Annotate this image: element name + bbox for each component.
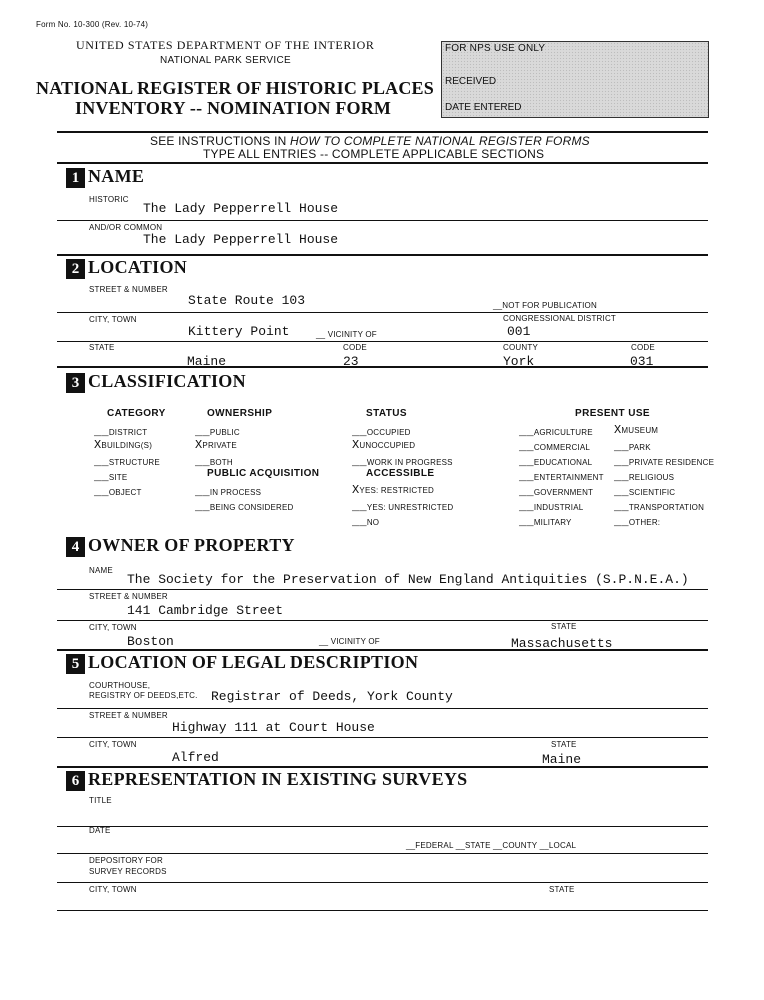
legal-city-value: Alfred: [172, 750, 219, 765]
acquisition-in-process: __IN PROCESS: [195, 485, 262, 499]
department-name: UNITED STATES DEPARTMENT OF THE INTERIOR: [76, 38, 375, 52]
divider: [57, 882, 708, 883]
section-number-4: 4: [66, 537, 85, 557]
common-name-value: The Lady Pepperrell House: [143, 232, 339, 247]
section-number-6: 6: [66, 771, 85, 791]
instructions-prefix: SEE INSTRUCTIONS IN: [150, 134, 291, 148]
divider: [57, 708, 708, 709]
depository-label-line2: SURVEY RECORDS: [89, 867, 167, 876]
section-title-owner: OWNER OF PROPERTY: [88, 535, 295, 555]
owner-vicinity-option: __ VICINITY OF: [319, 637, 380, 646]
use-entertainment: __ENTERTAINMENT: [519, 470, 604, 484]
use-museum: XMUSEUM: [614, 423, 659, 437]
section-number-5: 5: [66, 654, 85, 674]
street-number-label: STREET & NUMBER: [89, 285, 168, 294]
historic-label: HISTORIC: [89, 195, 129, 204]
legal-state-label: STATE: [551, 740, 577, 749]
acquisition-being-considered: __BEING CONSIDERED: [195, 500, 294, 514]
section-number-2: 2: [66, 259, 85, 279]
use-educational: __EDUCATIONAL: [519, 455, 593, 469]
ownership-both: __BOTH: [195, 455, 233, 469]
divider: [57, 220, 708, 221]
status-work-in-progress: __WORK IN PROGRESS: [352, 455, 453, 469]
divider: [57, 254, 708, 256]
divider: [57, 853, 708, 854]
public-acquisition-heading: PUBLIC ACQUISITION: [207, 468, 320, 479]
use-military: __MILITARY: [519, 515, 572, 529]
section-title-classification: CLASSIFICATION: [88, 371, 246, 391]
nps-use-label: FOR NPS USE ONLY: [445, 43, 546, 54]
use-transportation: __TRANSPORTATION: [614, 500, 705, 514]
congressional-district-label: CONGRESSIONAL DISTRICT: [503, 314, 617, 323]
category-site: __SITE: [94, 470, 128, 484]
accessible-yes-restricted: XYES: RESTRICTED: [352, 483, 434, 497]
owner-state-label: STATE: [551, 622, 577, 631]
accessible-heading: ACCESSIBLE: [366, 468, 435, 479]
section-title-legal-description: LOCATION OF LEGAL DESCRIPTION: [88, 652, 419, 672]
section-number-1: 1: [66, 168, 85, 188]
owner-name-value: The Society for the Preservation of New England Antiquities (S.P.N.E.A.): [127, 572, 689, 587]
vicinity-option: __ VICINITY OF: [316, 330, 377, 339]
common-name-label: AND/OR COMMON: [89, 223, 163, 232]
county-label: COUNTY: [503, 343, 538, 352]
state-code-label: CODE: [343, 343, 367, 352]
section-title-location: LOCATION: [88, 257, 188, 277]
owner-street-label: STREET & NUMBER: [89, 592, 168, 601]
survey-date-label: DATE: [89, 826, 111, 835]
category-heading: CATEGORY: [107, 408, 166, 419]
form-title-line2: INVENTORY -- NOMINATION FORM: [75, 98, 392, 118]
use-agriculture: __AGRICULTURE: [519, 425, 593, 439]
accessible-yes-unrestricted: __YES: UNRESTRICTED: [352, 500, 454, 514]
form-title-line1: NATIONAL REGISTER OF HISTORIC PLACES: [36, 78, 434, 98]
owner-street-value: 141 Cambridge Street: [127, 603, 284, 618]
historic-name-value: The Lady Pepperrell House: [143, 201, 339, 216]
survey-title-label: TITLE: [89, 796, 112, 805]
registry-label: REGISTRY OF DEEDS,ETC.: [89, 691, 198, 700]
depository-label-line1: DEPOSITORY FOR: [89, 856, 163, 865]
divider: [57, 162, 708, 164]
legal-street-label: STREET & NUMBER: [89, 711, 168, 720]
street-value: State Route 103: [188, 293, 306, 308]
category-buildings: XBUILDING(S): [94, 438, 153, 452]
state-label: STATE: [89, 343, 115, 352]
divider: [57, 131, 708, 133]
use-park: __PARK: [614, 440, 651, 454]
owner-city-value: Boston: [127, 634, 174, 649]
owner-city-label: CITY, TOWN: [89, 623, 137, 632]
instructions-title: HOW TO COMPLETE NATIONAL REGISTER FORMS: [290, 134, 590, 148]
use-scientific: __SCIENTIFIC: [614, 485, 676, 499]
present-use-heading: PRESENT USE: [575, 408, 650, 419]
county-value: York: [503, 354, 535, 365]
divider: [57, 737, 708, 738]
state-county-values: [57, 352, 708, 365]
nps-date-entered-label: DATE ENTERED: [445, 102, 522, 113]
survey-state-label: STATE: [549, 885, 575, 894]
use-industrial: __INDUSTRIAL: [519, 500, 584, 514]
section-number-3: 3: [66, 373, 85, 393]
ownership-heading: OWNERSHIP: [207, 408, 273, 419]
legal-state-value: Maine: [542, 752, 582, 767]
owner-name-label: NAME: [89, 566, 113, 575]
use-religious: __RELIGIOUS: [614, 470, 675, 484]
instructions-line2: TYPE ALL ENTRIES -- COMPLETE APPLICABLE SECTIONS: [203, 147, 545, 161]
divider: [57, 620, 708, 621]
city-value: Kittery Point: [188, 324, 290, 339]
use-private-residence: __PRIVATE RESIDENCE: [614, 455, 715, 469]
courthouse-value: Registrar of Deeds, York County: [211, 689, 453, 704]
divider: [57, 910, 708, 911]
divider: [57, 826, 708, 827]
status-unoccupied: XUNOCCUPIED: [352, 438, 416, 452]
not-for-publication-option: __NOT FOR PUBLICATION: [493, 301, 597, 310]
category-structure: __STRUCTURE: [94, 455, 160, 469]
accessible-no: __NO: [352, 515, 380, 529]
form-number: Form No. 10-300 (Rev. 10-74): [36, 20, 149, 29]
use-government: __GOVERNMENT: [519, 485, 594, 499]
owner-state-value: Massachusetts: [511, 636, 613, 651]
divider: [57, 649, 708, 651]
section-title-surveys: REPRESENTATION IN EXISTING SURVEYS: [88, 769, 468, 789]
divider: [57, 312, 708, 313]
county-code-label: CODE: [631, 343, 655, 352]
status-occupied: __OCCUPIED: [352, 425, 411, 439]
divider: [57, 766, 708, 768]
status-heading: STATUS: [366, 408, 407, 419]
state-value: Maine: [187, 354, 227, 365]
county-code-value: 031: [630, 354, 654, 365]
use-commercial: __COMMERCIAL: [519, 440, 591, 454]
section-title-name: NAME: [88, 166, 145, 186]
city-town-label: CITY, TOWN: [89, 315, 137, 324]
legal-city-label: CITY, TOWN: [89, 740, 137, 749]
ownership-public: __PUBLIC: [195, 425, 240, 439]
category-object: __OBJECT: [94, 485, 142, 499]
congressional-district-value: 001: [507, 324, 531, 339]
instructions-line1: [150, 134, 590, 148]
survey-levels-options: __FEDERAL __STATE __COUNTY __LOCAL: [406, 841, 577, 850]
nps-received-label: RECEIVED: [445, 76, 497, 87]
ownership-private: XPRIVATE: [195, 438, 237, 452]
courthouse-label: COURTHOUSE,: [89, 681, 151, 690]
service-name: NATIONAL PARK SERVICE: [160, 55, 291, 66]
survey-city-label: CITY, TOWN: [89, 885, 137, 894]
state-code-value: 23: [343, 354, 359, 365]
divider: [57, 341, 708, 342]
use-other: __OTHER:: [614, 515, 661, 529]
divider: [57, 589, 708, 590]
nps-use-box: [441, 41, 709, 118]
legal-street-value: Highway 111 at Court House: [172, 720, 375, 735]
category-district: __DISTRICT: [94, 425, 148, 439]
divider: [57, 366, 708, 368]
